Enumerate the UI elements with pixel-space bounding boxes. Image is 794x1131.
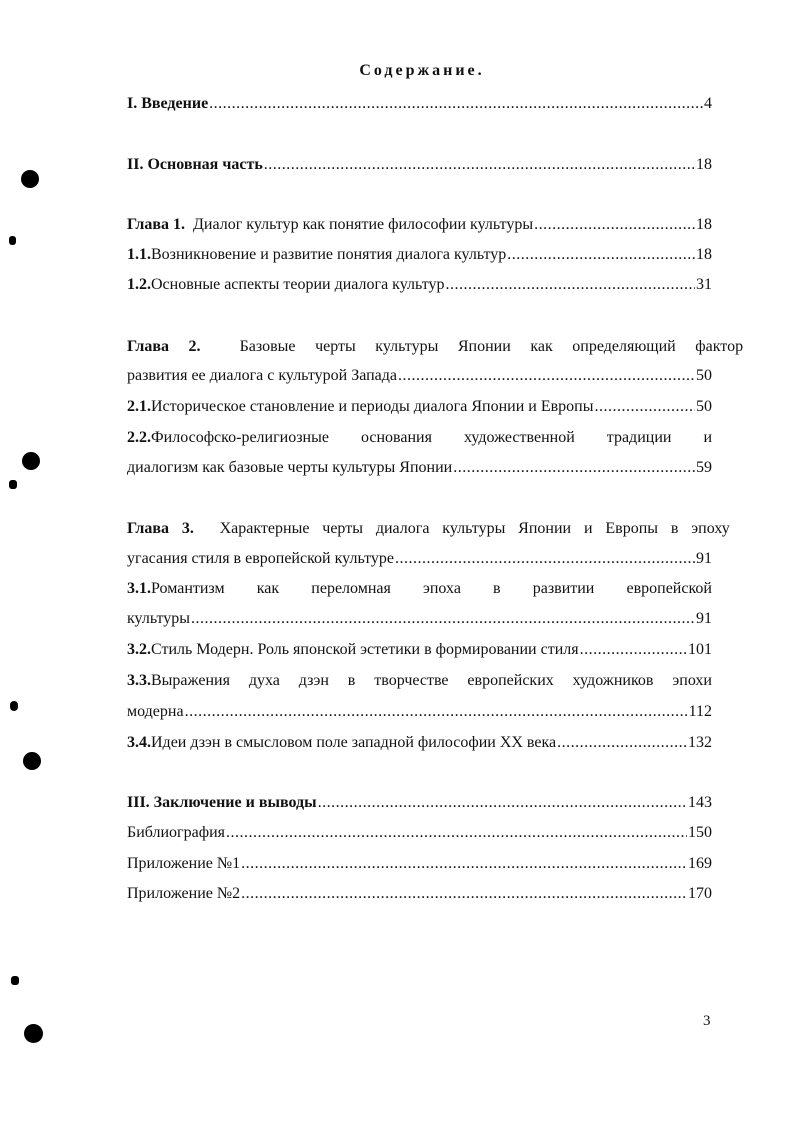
- toc-entry-chapter-2-continued[interactable]: [127, 366, 712, 386]
- toc-entry-section-2-2-continued[interactable]: [127, 458, 712, 478]
- toc-label-line2: культуры: [127, 610, 191, 627]
- toc-page-number: 91: [696, 610, 712, 627]
- toc-entry-section-3-3-continued[interactable]: [127, 702, 712, 722]
- toc-page-number: 18: [696, 216, 712, 233]
- toc-entry-chapter-3[interactable]: [127, 519, 730, 539]
- toc-leader-dots: [594, 397, 695, 417]
- toc-page-number: 31: [696, 276, 712, 293]
- toc-label: II. Основная часть: [127, 156, 263, 173]
- toc-section-number: 2.2.: [127, 429, 151, 446]
- toc-label: Возникновение и развитие понятия диалога культур: [151, 246, 507, 263]
- scan-speck-mark: [9, 236, 16, 245]
- toc-entry-section-3-3[interactable]: [127, 671, 712, 691]
- scan-speck-mark: [11, 976, 19, 985]
- toc-entry-appendix-2[interactable]: [127, 884, 712, 904]
- toc-leader-dots: [453, 458, 695, 478]
- toc-entry-chapter-3-continued[interactable]: [127, 549, 712, 569]
- toc-section-number: 3.1.: [127, 580, 151, 597]
- toc-entry-conclusion[interactable]: [127, 793, 712, 813]
- toc-page-number: 4: [704, 95, 712, 112]
- toc-label: Приложение №2: [127, 885, 241, 902]
- toc-entry-chapter-1[interactable]: [127, 215, 712, 235]
- toc-label: Идеи дзэн в смысловом поле западной философии XX века: [151, 734, 557, 751]
- toc-label-line1: [127, 519, 730, 539]
- toc-label-line2: развития ее диалога с культурой Запада: [127, 367, 398, 384]
- toc-label: Основные аспекты теории диалога культур: [151, 276, 445, 293]
- punch-hole-mark: [24, 1024, 43, 1043]
- toc-leader-dots: [191, 609, 695, 629]
- toc-label: III. Заключение и выводы: [127, 794, 317, 811]
- toc-chapter-prefix: Глава 3.: [127, 520, 194, 537]
- toc-page-number: 18: [696, 246, 712, 263]
- toc-entry-section-1-1[interactable]: [127, 245, 712, 265]
- toc-label: Историческое становление и периоды диалога Японии и Европы: [151, 398, 594, 415]
- toc-page-number: 112: [688, 703, 712, 720]
- punch-hole-mark: [23, 752, 41, 770]
- toc-label-line2: диалогизм как базовые черты культуры Японии: [127, 459, 453, 476]
- toc-leader-dots: [398, 366, 695, 386]
- toc-section-number: 3.3.: [127, 672, 151, 689]
- toc-entry-chapter-2[interactable]: [127, 337, 744, 357]
- toc-label-line2: модерна: [127, 703, 184, 720]
- toc-page-number: 91: [696, 550, 712, 567]
- toc-label-line1: [127, 579, 712, 599]
- toc-label: I. Введение: [127, 95, 209, 112]
- toc-label-line1: [127, 428, 712, 448]
- toc-label: Базовые черты культуры Японии как определяющий фактор: [239, 338, 744, 355]
- scan-speck-mark: [9, 480, 17, 489]
- toc-page-number: 169: [688, 855, 712, 872]
- toc-leader-dots: [209, 94, 703, 114]
- toc-label: Выражения духа дзэн в творчестве европейских художников эпохи: [151, 672, 712, 689]
- toc-chapter-prefix: Глава 1.: [127, 216, 185, 233]
- toc-leader-dots: [580, 640, 687, 660]
- toc-label: Романтизм как переломная эпоха в развитии европейской: [151, 580, 712, 597]
- toc-page-number: 18: [696, 156, 712, 173]
- toc-label: Характерные черты диалога культуры Японии и Европы в эпоху: [219, 520, 730, 537]
- toc-entry-section-2-2[interactable]: [127, 428, 712, 448]
- toc-entry-bibliography[interactable]: [127, 823, 712, 843]
- toc-leader-dots: [241, 854, 687, 874]
- toc-label-line2: угасания стиля в европейской культуре: [127, 550, 395, 567]
- toc-section-number: 3.2.: [127, 641, 151, 658]
- toc-page-number: 143: [688, 794, 712, 811]
- toc-page-number: 150: [688, 824, 712, 841]
- toc-label: Философско-религиозные основания художественной традиции и: [151, 429, 712, 446]
- toc-entry-section-1-2[interactable]: [127, 275, 712, 295]
- toc-section-number: 1.2.: [127, 276, 151, 293]
- page-number: 3: [703, 1013, 711, 1029]
- toc-label: Приложение №1: [127, 855, 241, 872]
- toc-label-line1: [127, 671, 712, 691]
- scan-speck-mark: [10, 701, 18, 711]
- toc-leader-dots: [534, 215, 695, 235]
- toc-page-number: 170: [688, 885, 712, 902]
- toc-leader-dots: [185, 702, 688, 722]
- toc-entry-section-3-2[interactable]: [127, 640, 712, 660]
- toc-leader-dots: [241, 884, 687, 904]
- toc-leader-dots: [507, 245, 695, 265]
- punch-hole-mark: [21, 170, 39, 188]
- toc-chapter-prefix: Глава 2.: [127, 338, 201, 355]
- punch-hole-mark: [22, 452, 40, 470]
- toc-leader-dots: [395, 549, 695, 569]
- toc-entry-introduction[interactable]: [127, 94, 712, 114]
- toc-entry-section-3-1-continued[interactable]: [127, 609, 712, 629]
- toc-leader-dots: [445, 275, 695, 295]
- toc-leader-dots: [557, 733, 687, 753]
- toc-section-number: 3.4.: [127, 734, 151, 751]
- toc-leader-dots: [264, 155, 695, 175]
- toc-entry-main-part[interactable]: [127, 155, 712, 175]
- toc-entry-section-3-4[interactable]: [127, 733, 712, 753]
- toc-section-number: 1.1.: [127, 246, 151, 263]
- toc-entry-section-3-1[interactable]: [127, 579, 712, 599]
- toc-leader-dots: [318, 793, 687, 813]
- toc-section-number: 2.1.: [127, 398, 151, 415]
- toc-page-number: 132: [688, 734, 712, 751]
- page-title: Содержание.: [359, 62, 485, 79]
- toc-label-line1: [127, 337, 743, 357]
- toc-label: Библиография: [127, 824, 225, 841]
- toc-label: Стиль Модерн. Роль японской эстетики в формировании стиля: [151, 641, 579, 658]
- toc-entry-appendix-1[interactable]: [127, 854, 712, 874]
- toc-entry-section-2-1[interactable]: [127, 397, 712, 417]
- toc-page-number: 50: [696, 398, 712, 415]
- toc-page-number: 50: [696, 367, 712, 384]
- toc-label: Диалог культур как понятие философии культуры: [193, 216, 534, 233]
- toc-page-number: 59: [696, 459, 712, 476]
- toc-leader-dots: [226, 823, 687, 843]
- toc-page-number: 101: [688, 641, 712, 658]
